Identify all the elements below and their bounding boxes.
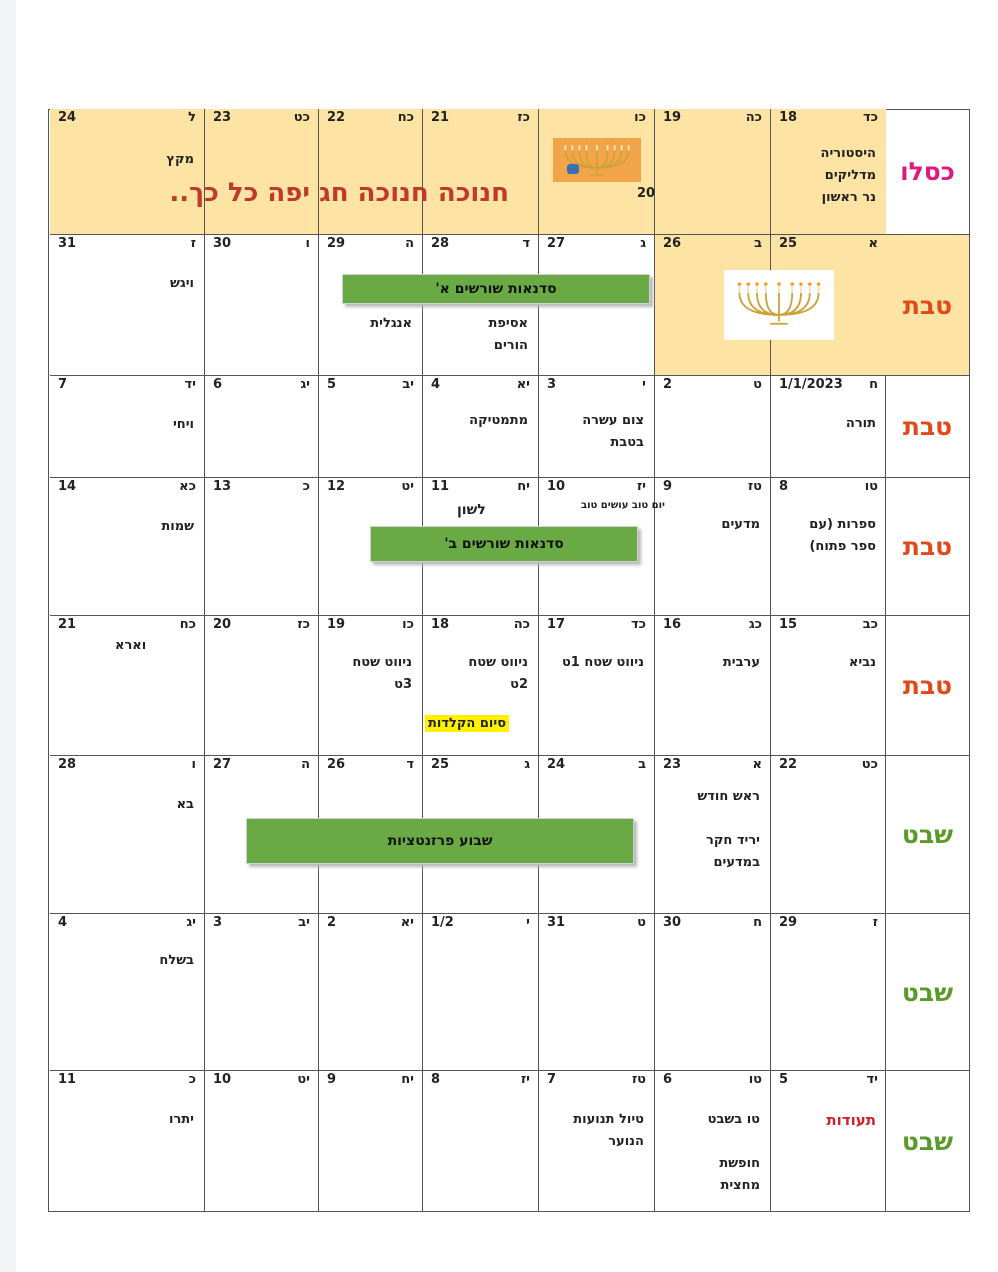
day-cell[interactable] — [318, 234, 422, 375]
hebrew-date: כח — [397, 110, 414, 125]
day-note: אנגלית — [370, 316, 412, 331]
hebrew-date: כב — [862, 617, 878, 632]
day-cell[interactable] — [422, 375, 538, 477]
day-cell[interactable] — [50, 1070, 204, 1212]
gregorian-date: 4 — [431, 377, 441, 392]
day-cell[interactable] — [538, 913, 654, 1070]
hebrew-date: יד — [184, 377, 196, 392]
hebrew-date: י — [642, 377, 646, 392]
day-cell[interactable] — [50, 615, 204, 755]
hebrew-date: כג — [748, 617, 762, 632]
hebrew-date: כו — [402, 617, 414, 632]
day-cell[interactable] — [204, 477, 318, 615]
day-note: היסטוריה מדליקים נר ראשון — [820, 146, 876, 205]
gregorian-date: 21 — [431, 110, 450, 125]
hebrew-date: ג — [524, 757, 530, 772]
month-label: טבת — [885, 375, 969, 477]
gregorian-date: 5 — [779, 1072, 789, 1087]
day-cell[interactable] — [770, 913, 886, 1070]
gregorian-date: 17 — [547, 617, 566, 632]
gregorian-date: 4 — [58, 915, 68, 930]
day-note: ניווט שטח 3ט — [352, 655, 412, 692]
day-cell[interactable] — [538, 375, 654, 477]
day-note: ניווט שטח 2ט — [468, 655, 528, 692]
hebrew-date: ט — [637, 915, 646, 930]
hebrew-date: כד — [862, 110, 878, 125]
hebrew-date: כ — [188, 1072, 196, 1087]
hebrew-date: א — [752, 757, 762, 772]
gregorian-date: 24 — [547, 757, 566, 772]
gregorian-date: 23 — [213, 110, 232, 125]
dreidel-icon — [567, 164, 579, 174]
gregorian-date: 7 — [547, 1072, 557, 1087]
gregorian-date: 3 — [547, 377, 557, 392]
hebrew-date: ה — [301, 757, 310, 772]
day-note: תעודות — [826, 1111, 876, 1129]
hebrew-date: ב — [754, 236, 762, 251]
day-note: טו בשבט חופשת מחצית — [707, 1112, 760, 1193]
day-note: מקץ — [166, 152, 194, 167]
gregorian-date: 1/1/2023 — [779, 377, 843, 392]
hebrew-date: כט — [861, 757, 878, 772]
hebrew-date: יח — [517, 479, 530, 494]
gregorian-date: 28 — [431, 236, 450, 251]
day-note: בשלח — [159, 953, 194, 968]
hebrew-date: טז — [631, 1072, 646, 1087]
hebrew-date: יט — [401, 479, 414, 494]
gregorian-date: 29 — [779, 915, 798, 930]
day-cell[interactable] — [770, 109, 886, 234]
hebrew-date: ז — [190, 236, 196, 251]
gregorian-date: 8 — [431, 1072, 441, 1087]
gregorian-date: 8 — [779, 479, 789, 494]
day-cell[interactable] — [50, 755, 204, 913]
gregorian-date: 30 — [213, 236, 232, 251]
hebrew-date: כז — [517, 110, 530, 125]
gregorian-date: 13 — [213, 479, 232, 494]
workshop-banner: שבוע פרזנטציות — [246, 818, 634, 864]
hebrew-date: יג — [300, 377, 310, 392]
day-cell[interactable] — [538, 615, 654, 755]
hebrew-date: ו — [191, 757, 196, 772]
gregorian-date: 3 — [213, 915, 223, 930]
month-label: טבת — [885, 234, 969, 375]
day-note: ערבית — [722, 655, 760, 670]
hebrew-date: ל — [188, 110, 196, 125]
gregorian-date: 19 — [327, 617, 346, 632]
gregorian-date: 26 — [327, 757, 346, 772]
gregorian-date: 12 — [327, 479, 346, 494]
hebrew-date: ט — [753, 377, 762, 392]
hebrew-date: ד — [406, 757, 414, 772]
gregorian-date: 28 — [58, 757, 77, 772]
workshop-banner: סדנאות שורשים א' — [342, 274, 650, 304]
day-cell[interactable] — [654, 477, 770, 615]
day-cell[interactable] — [318, 375, 422, 477]
typing-graduation-label: סיום הקלדות — [425, 715, 509, 732]
day-cell[interactable] — [422, 615, 538, 755]
gregorian-date: 10 — [213, 1072, 232, 1087]
hebrew-date: כח — [179, 617, 196, 632]
gregorian-date: 22 — [779, 757, 798, 772]
gregorian-date: 27 — [547, 236, 566, 251]
month-label: כסלו — [885, 109, 969, 234]
calendar-table — [48, 109, 970, 1212]
day-cell[interactable] — [538, 1070, 654, 1212]
day-cell[interactable] — [654, 375, 770, 477]
gregorian-date: 18 — [431, 617, 450, 632]
day-note: מתמטיקה — [469, 413, 528, 428]
gregorian-date: 31 — [58, 236, 77, 251]
day-cell[interactable] — [770, 755, 886, 913]
gregorian-date: 27 — [213, 757, 232, 772]
hebrew-date: ח — [869, 377, 878, 392]
day-cell[interactable] — [654, 615, 770, 755]
day-note: שמות — [161, 519, 194, 534]
gregorian-date: 7 — [58, 377, 68, 392]
hebrew-date: טו — [748, 1072, 762, 1087]
day-cell[interactable] — [422, 234, 538, 375]
gregorian-date: 31 — [547, 915, 566, 930]
gregorian-date: 19 — [663, 110, 682, 125]
day-cell[interactable] — [770, 477, 886, 615]
day-cell[interactable] — [770, 615, 886, 755]
gregorian-date: 6 — [213, 377, 223, 392]
month-label: טבת — [885, 615, 969, 755]
hebrew-date: כ — [302, 479, 310, 494]
gregorian-date: 5 — [327, 377, 337, 392]
hebrew-date: א — [868, 236, 878, 251]
menorah-icon — [553, 138, 641, 182]
day-note: ספרות (עם ספר פתוח) — [809, 517, 876, 554]
day-cell[interactable] — [654, 1070, 770, 1212]
day-note: ויחי — [172, 417, 194, 432]
hebrew-date: י — [526, 915, 530, 930]
gregorian-date: 20 — [213, 617, 232, 632]
day-cell[interactable] — [50, 375, 204, 477]
gregorian-date: 25 — [779, 236, 798, 251]
hebrew-date: ג — [640, 236, 646, 251]
hebrew-date: יב — [402, 377, 414, 392]
gregorian-date: 18 — [779, 110, 798, 125]
day-note: צום עשרה בטבת — [582, 413, 644, 450]
hebrew-date: כא — [179, 479, 196, 494]
day-cell[interactable] — [318, 913, 422, 1070]
gregorian-date: 9 — [327, 1072, 337, 1087]
day-cell[interactable] — [50, 477, 204, 615]
hebrew-date: טז — [747, 479, 762, 494]
gregorian-date: 15 — [779, 617, 798, 632]
hebrew-date: כט — [293, 110, 310, 125]
parasha-label: וארא — [115, 638, 147, 653]
hebrew-date: יח — [401, 1072, 414, 1087]
day-note: ניווט שטח 1ט — [561, 655, 644, 670]
day-cell[interactable] — [50, 913, 204, 1070]
day-cell[interactable] — [318, 615, 422, 755]
hebrew-date: טו — [864, 479, 878, 494]
gregorian-date: 21 — [58, 617, 77, 632]
day-cell[interactable] — [318, 109, 422, 234]
gregorian-date: 30 — [663, 915, 682, 930]
day-note: ויגש — [170, 276, 194, 291]
day-note: אסיפת הורים — [488, 316, 528, 353]
day-note: מדעים — [721, 517, 760, 532]
day-note: ראש חודש יריד חקר במדעים — [697, 789, 760, 870]
hebrew-date: כד — [630, 617, 646, 632]
gregorian-date: 10 — [547, 479, 566, 494]
good-deeds-label: יום טוב עושים טוב — [580, 500, 665, 511]
gregorian-date: 24 — [58, 110, 77, 125]
day-cell[interactable] — [422, 913, 538, 1070]
day-cell[interactable] — [422, 109, 538, 234]
gregorian-date: 26 — [663, 236, 682, 251]
hebrew-date: כו — [634, 110, 646, 125]
day-cell[interactable] — [204, 234, 318, 375]
gregorian-date: 22 — [327, 110, 346, 125]
day-note: טיול תנועות הנוער — [573, 1112, 644, 1149]
day-cell[interactable] — [204, 375, 318, 477]
day-cell[interactable] — [770, 375, 886, 477]
hebrew-date: יט — [297, 1072, 310, 1087]
hebrew-date: יג — [186, 915, 196, 930]
candle-number: 20 — [637, 186, 656, 201]
gregorian-date: 25 — [431, 757, 450, 772]
gregorian-date: 11 — [58, 1072, 77, 1087]
gregorian-date: 9 — [663, 479, 673, 494]
gregorian-date: 6 — [663, 1072, 673, 1087]
month-label: שבט — [885, 755, 969, 913]
hebrew-date: ד — [522, 236, 530, 251]
day-cell[interactable] — [50, 234, 204, 375]
gregorian-date: 14 — [58, 479, 77, 494]
hebrew-date: יז — [636, 479, 646, 494]
gregorian-date: 23 — [663, 757, 682, 772]
day-note: נביא — [848, 655, 876, 670]
hebrew-date: ו — [305, 236, 310, 251]
gregorian-date: 1/2 — [431, 915, 454, 930]
day-cell[interactable] — [422, 1070, 538, 1212]
hebrew-date: יב — [298, 915, 310, 930]
hebrew-date: ז — [872, 915, 878, 930]
menorah-icon — [724, 270, 834, 340]
gregorian-date: 29 — [327, 236, 346, 251]
day-note: תורה — [845, 416, 876, 431]
day-note: יתרו — [169, 1112, 194, 1127]
month-label: שבט — [885, 1070, 969, 1212]
hebrew-date: כה — [745, 110, 762, 125]
hebrew-date: ח — [753, 915, 762, 930]
hebrew-date: כה — [513, 617, 530, 632]
gregorian-date: 2 — [663, 377, 673, 392]
day-cell[interactable] — [654, 109, 770, 234]
hebrew-date: יא — [400, 915, 414, 930]
day-cell[interactable] — [538, 234, 654, 375]
gregorian-date: 2 — [327, 915, 337, 930]
language-label: לשון — [457, 502, 486, 518]
day-cell[interactable] — [50, 109, 204, 234]
hanukkah-banner: חנוכה חנוכה חג יפה כל כך.. — [169, 178, 509, 208]
hebrew-date: יא — [516, 377, 530, 392]
gregorian-date: 11 — [431, 479, 450, 494]
day-cell[interactable] — [204, 1070, 318, 1212]
gregorian-date: 16 — [663, 617, 682, 632]
day-note: בא — [176, 797, 194, 812]
hebrew-date: כז — [297, 617, 310, 632]
day-cell[interactable] — [318, 1070, 422, 1212]
workshop-banner: סדנאות שורשים ב' — [370, 526, 638, 562]
month-label: שבט — [885, 913, 969, 1070]
hebrew-date: ב — [638, 757, 646, 772]
day-cell[interactable] — [770, 1070, 886, 1212]
hebrew-date: ה — [405, 236, 414, 251]
hebrew-date: יז — [520, 1072, 530, 1087]
day-cell[interactable] — [654, 913, 770, 1070]
day-cell[interactable] — [204, 913, 318, 1070]
day-cell[interactable] — [654, 755, 770, 913]
day-cell[interactable] — [204, 615, 318, 755]
month-label: טבת — [885, 477, 969, 615]
hebrew-date: יד — [866, 1072, 878, 1087]
day-cell[interactable] — [204, 109, 318, 234]
